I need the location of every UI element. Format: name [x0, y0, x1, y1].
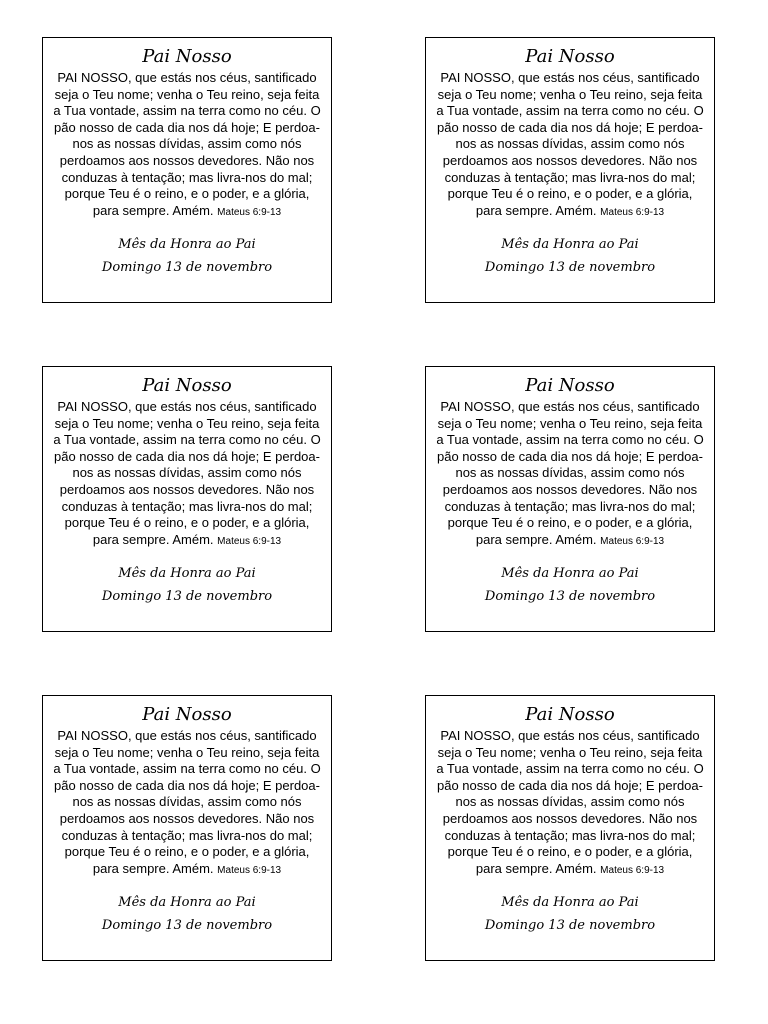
event-date: Domingo 13 de novembro [484, 260, 656, 276]
prayer-text [51, 399, 323, 550]
card-footer [43, 891, 331, 937]
event-date: Domingo 13 de novembro [484, 589, 656, 605]
prayer-text [434, 399, 706, 550]
prayer-text [51, 728, 323, 879]
event-date: Domingo 13 de novembro [101, 918, 273, 934]
card-title: Pai Nosso [142, 46, 232, 67]
prayer-text [434, 70, 706, 221]
card-title: Pai Nosso [525, 46, 615, 67]
scripture-reference: Mateus 6:9-13 [600, 535, 665, 547]
prayer-body: PAI NOSSO, que estás nos céus, santificado seja o Teu nome; venha o Teu reino, seja feita a Tua vontade, assim na terra como no céu. O pão nosso de cada dia nos dá hoje; E perdoa-nos as nossas dívidas, assim como nós perdoamos aos nossos devedores. Não nos conduzas à tentação; mas livra-nos do mal; porque Teu é o reino, e o poder, e a glória, para sempre. Amém. [53, 399, 321, 547]
event-name: Mês da Honra ao Pai [118, 895, 256, 911]
event-name: Mês da Honra ao Pai [501, 566, 639, 582]
prayer-card [42, 695, 332, 961]
event-date: Domingo 13 de novembro [101, 589, 273, 605]
scripture-reference: Mateus 6:9-13 [600, 206, 665, 218]
event-name: Mês da Honra ao Pai [118, 566, 256, 582]
prayer-body: PAI NOSSO, que estás nos céus, santificado seja o Teu nome; venha o Teu reino, seja feita a Tua vontade, assim na terra como no céu. O pão nosso de cada dia nos dá hoje; E perdoa-nos as nossas dívidas, assim como nós perdoamos aos nossos devedores. Não nos conduzas à tentação; mas livra-nos do mal; porque Teu é o reino, e o poder, e a glória, para sempre. Amém. [436, 70, 704, 218]
card-footer [43, 562, 331, 608]
card-title: Pai Nosso [525, 704, 615, 725]
card-title: Pai Nosso [142, 375, 232, 396]
event-name: Mês da Honra ao Pai [501, 895, 639, 911]
prayer-text [51, 70, 323, 221]
event-name: Mês da Honra ao Pai [501, 237, 639, 253]
card-title: Pai Nosso [525, 375, 615, 396]
prayer-body: PAI NOSSO, que estás nos céus, santificado seja o Teu nome; venha o Teu reino, seja feita a Tua vontade, assim na terra como no céu. O pão nosso de cada dia nos dá hoje; E perdoa-nos as nossas dívidas, assim como nós perdoamos aos nossos devedores. Não nos conduzas à tentação; mas livra-nos do mal; porque Teu é o reino, e o poder, e a glória, para sempre. Amém. [53, 728, 321, 876]
prayer-card [425, 695, 715, 961]
card-footer [426, 891, 714, 937]
prayer-card [425, 37, 715, 303]
prayer-card [42, 366, 332, 632]
scripture-reference: Mateus 6:9-13 [217, 535, 282, 547]
prayer-card [42, 37, 332, 303]
prayer-body: PAI NOSSO, que estás nos céus, santificado seja o Teu nome; venha o Teu reino, seja feita a Tua vontade, assim na terra como no céu. O pão nosso de cada dia nos dá hoje; E perdoa-nos as nossas dívidas, assim como nós perdoamos aos nossos devedores. Não nos conduzas à tentação; mas livra-nos do mal; porque Teu é o reino, e o poder, e a glória, para sempre. Amém. [436, 399, 704, 547]
scripture-reference: Mateus 6:9-13 [217, 864, 282, 876]
prayer-text [434, 728, 706, 879]
card-title: Pai Nosso [142, 704, 232, 725]
prayer-body: PAI NOSSO, que estás nos céus, santificado seja o Teu nome; venha o Teu reino, seja feita a Tua vontade, assim na terra como no céu. O pão nosso de cada dia nos dá hoje; E perdoa-nos as nossas dívidas, assim como nós perdoamos aos nossos devedores. Não nos conduzas à tentação; mas livra-nos do mal; porque Teu é o reino, e o poder, e a glória, para sempre. Amém. [436, 728, 704, 876]
event-name: Mês da Honra ao Pai [118, 237, 256, 253]
card-footer [426, 233, 714, 279]
card-footer [43, 233, 331, 279]
prayer-card [425, 366, 715, 632]
scripture-reference: Mateus 6:9-13 [600, 864, 665, 876]
event-date: Domingo 13 de novembro [484, 918, 656, 934]
scripture-reference: Mateus 6:9-13 [217, 206, 282, 218]
event-date: Domingo 13 de novembro [101, 260, 273, 276]
prayer-body: PAI NOSSO, que estás nos céus, santificado seja o Teu nome; venha o Teu reino, seja feita a Tua vontade, assim na terra como no céu. O pão nosso de cada dia nos dá hoje; E perdoa-nos as nossas dívidas, assim como nós perdoamos aos nossos devedores. Não nos conduzas à tentação; mas livra-nos do mal; porque Teu é o reino, e o poder, e a glória, para sempre. Amém. [53, 70, 321, 218]
card-footer [426, 562, 714, 608]
